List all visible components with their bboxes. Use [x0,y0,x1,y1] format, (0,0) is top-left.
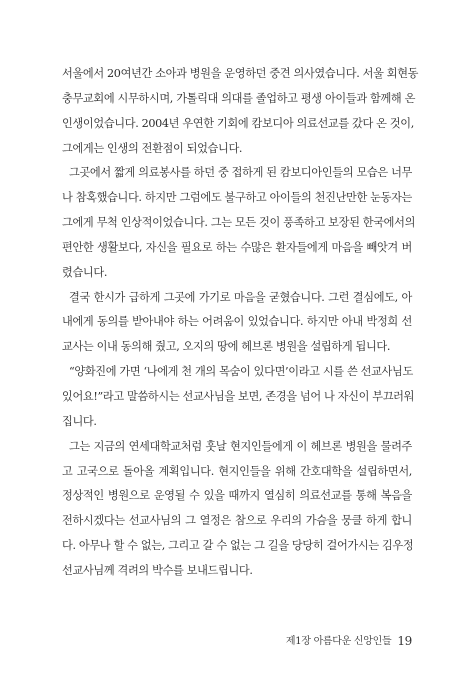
text-line: 다. 아무나 할 수 없는, 그리고 갈 수 없는 그 길을 당당히 걸어가시는 김우정 [62,539,414,553]
running-head: 제1장 아름다운 신앙인들 [285,636,392,647]
text-line: 인생이었습니다. 2004년 우연한 기회에 캄보디아 의료선교를 갔다 온 것이, [62,116,414,130]
text-line: “양화진에 가면 ‘나에게 천 개의 목숨이 있다면’이라고 시를 쓴 선교사님도 [69,365,413,379]
paragraph [62,360,415,435]
text-line: 나 참혹했습니다. 하지만 그럼에도 불구하고 아이들의 천진난만한 눈동자는 [62,191,412,205]
text-line: 집니다. [62,414,97,428]
text-line: 있어요!”라고 말씀하시는 선교사님을 보면, 존경을 넘어 나 자신이 부끄러워 [62,389,415,403]
text-line: 그는 지금의 연세대학교처럼 훗날 현지인들에게 이 헤브론 병원을 물려주 [69,439,412,453]
text-line: 선교사님께 격려의 박수를 보내드립니다. [62,563,253,577]
paragraph [62,161,416,285]
text-line: 그에게는 인생의 전환점이 되었습니다. [62,141,243,155]
text-line: 충무교회에 시무하시며, 가톨릭대 의대를 졸업하고 평생 아이들과 함께해 온 [62,91,416,105]
text-line: 전하시겠다는 선교사님의 그 열정은 참으로 우리의 가슴을 뭉클 하게 합니 [62,514,412,528]
page-footer [286,632,412,648]
page-number: 19 [397,634,412,648]
text-line: 교사는 이내 동의해 줬고, 오지의 땅에 헤브론 병원을 설립하게 됩니다. [62,340,391,354]
text-line: 서울에서 20여년간 소아과 병원을 운영하던 중견 의사였습니다. 서울 회현동 [62,67,419,80]
text-line: 편안한 생활보다, 자신을 필요로 하는 수많은 환자들에게 마음을 빼앗겨 버 [62,240,412,254]
text-line: 그곳에서 짧게 의료봉사를 하던 중 접하게 된 캄보디아인들의 모습은 너무 [69,166,412,180]
text-line: 고 고국으로 돌아올 계획입니다. 현지인들을 위해 간호대학을 설립하면서, [62,464,412,478]
body-text [62,62,419,584]
text-line: 그에게 무척 인상적이었습니다. 그는 모든 것이 풍족하고 보장된 한국에서의 [62,216,416,230]
text-line: 결국 한시가 급하게 그곳에 가기로 마음을 굳혔습니다. 그런 결심에도, 아 [69,290,412,304]
text-line: 내에게 동의를 받아내야 하는 어려움이 있었습니다. 하지만 아내 박정희 선 [62,315,412,329]
paragraph [62,435,412,584]
text-line: 정상적인 병원으로 운영될 수 있을 때까지 열심히 의료선교를 통해 복음을 [62,489,412,503]
paragraph [62,62,419,161]
paragraph [62,286,412,361]
text-line: 렸습니다. [62,265,108,279]
